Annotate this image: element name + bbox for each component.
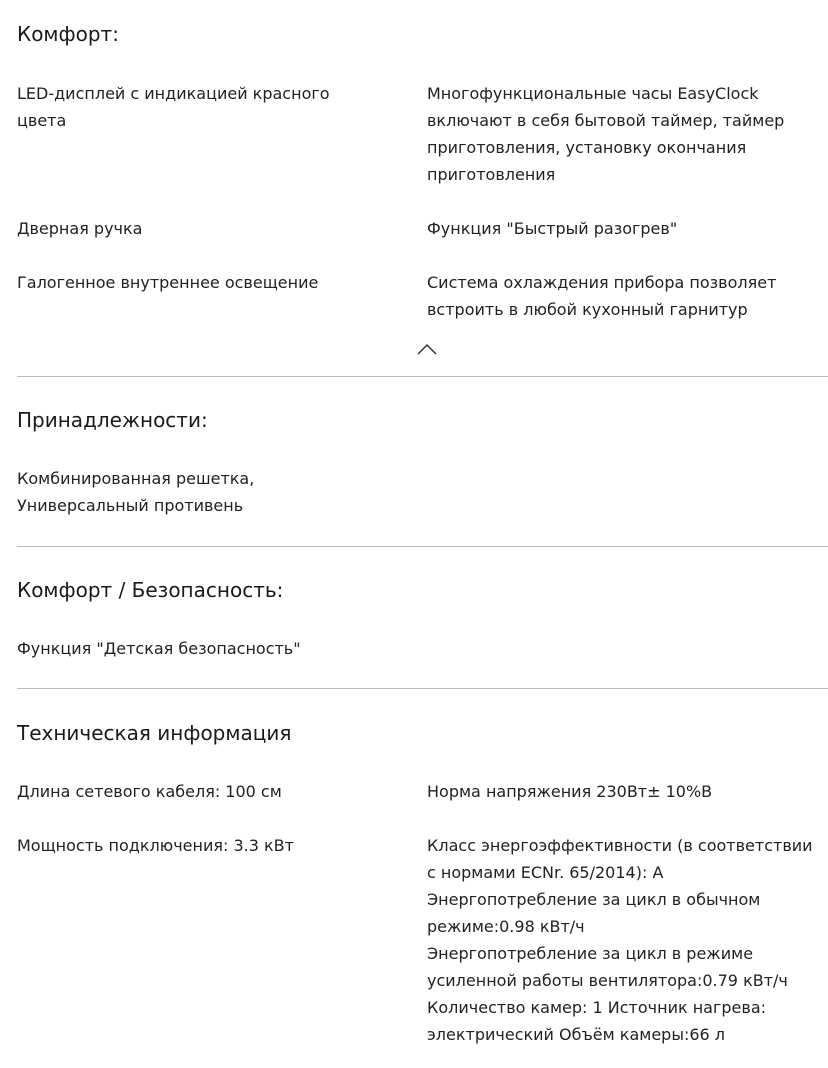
comfort-cooling-system: Система охлаждения прибора позволяет встроить в любой кухонный гарнитур xyxy=(427,273,777,319)
divider xyxy=(17,376,828,377)
comfort-fast-preheat: Функция "Быстрый разогрев" xyxy=(427,219,678,238)
energy-spec-line: Энергопотребление за цикл в режиме xyxy=(427,944,754,963)
voltage-rating: Норма напряжения 230Вт± 10%В xyxy=(427,782,713,801)
section-title-comfort: Комфорт: xyxy=(17,22,119,46)
energy-spec-line: усиленной работы вентилятора:0.79 кВт/ч xyxy=(427,971,788,990)
cable-length: Длина сетевого кабеля: 100 см xyxy=(17,782,282,801)
energy-spec-line: электрический Объём камеры:66 л xyxy=(427,1025,726,1044)
energy-spec-line: режиме:0.98 кВт/ч xyxy=(427,917,585,936)
child-lock-feature: Функция "Детская безопасность" xyxy=(17,639,301,658)
comfort-led-display: LED-дисплей с индикацией красного цвета xyxy=(17,84,330,130)
comfort-halogen-light: Галогенное внутреннее освещение xyxy=(17,273,319,292)
accessories-tray: Универсальный противень xyxy=(17,496,244,515)
chevron-up-icon xyxy=(413,338,441,360)
energy-spec-line: Энергопотребление за цикл в обычном xyxy=(427,890,761,909)
energy-specs xyxy=(427,832,828,1048)
connection-power: Мощность подключения: 3.3 кВт xyxy=(17,836,294,855)
section-title-accessories: Принадлежности: xyxy=(17,408,208,432)
accessories-grid: Комбинированная решетка, xyxy=(17,469,255,488)
section-title-technical: Техническая информация xyxy=(17,721,292,745)
comfort-easyclock: Многофункциональные часы EasyClock включают в себя бытовой таймер, таймер приготовления, установку окончания приготовления xyxy=(427,84,785,184)
section-title-comfort-safety: Комфорт / Безопасность: xyxy=(17,578,284,602)
divider xyxy=(17,546,828,547)
divider xyxy=(17,688,828,689)
energy-spec-line: Количество камер: 1 Источник нагрева: xyxy=(427,998,767,1017)
comfort-door-handle: Дверная ручка xyxy=(17,219,143,238)
energy-spec-line: Класс энергоэффективности (в соответствии xyxy=(427,836,813,855)
collapse-button[interactable] xyxy=(413,338,441,360)
energy-spec-line: с нормами ECNr. 65/2014): A xyxy=(427,863,664,882)
